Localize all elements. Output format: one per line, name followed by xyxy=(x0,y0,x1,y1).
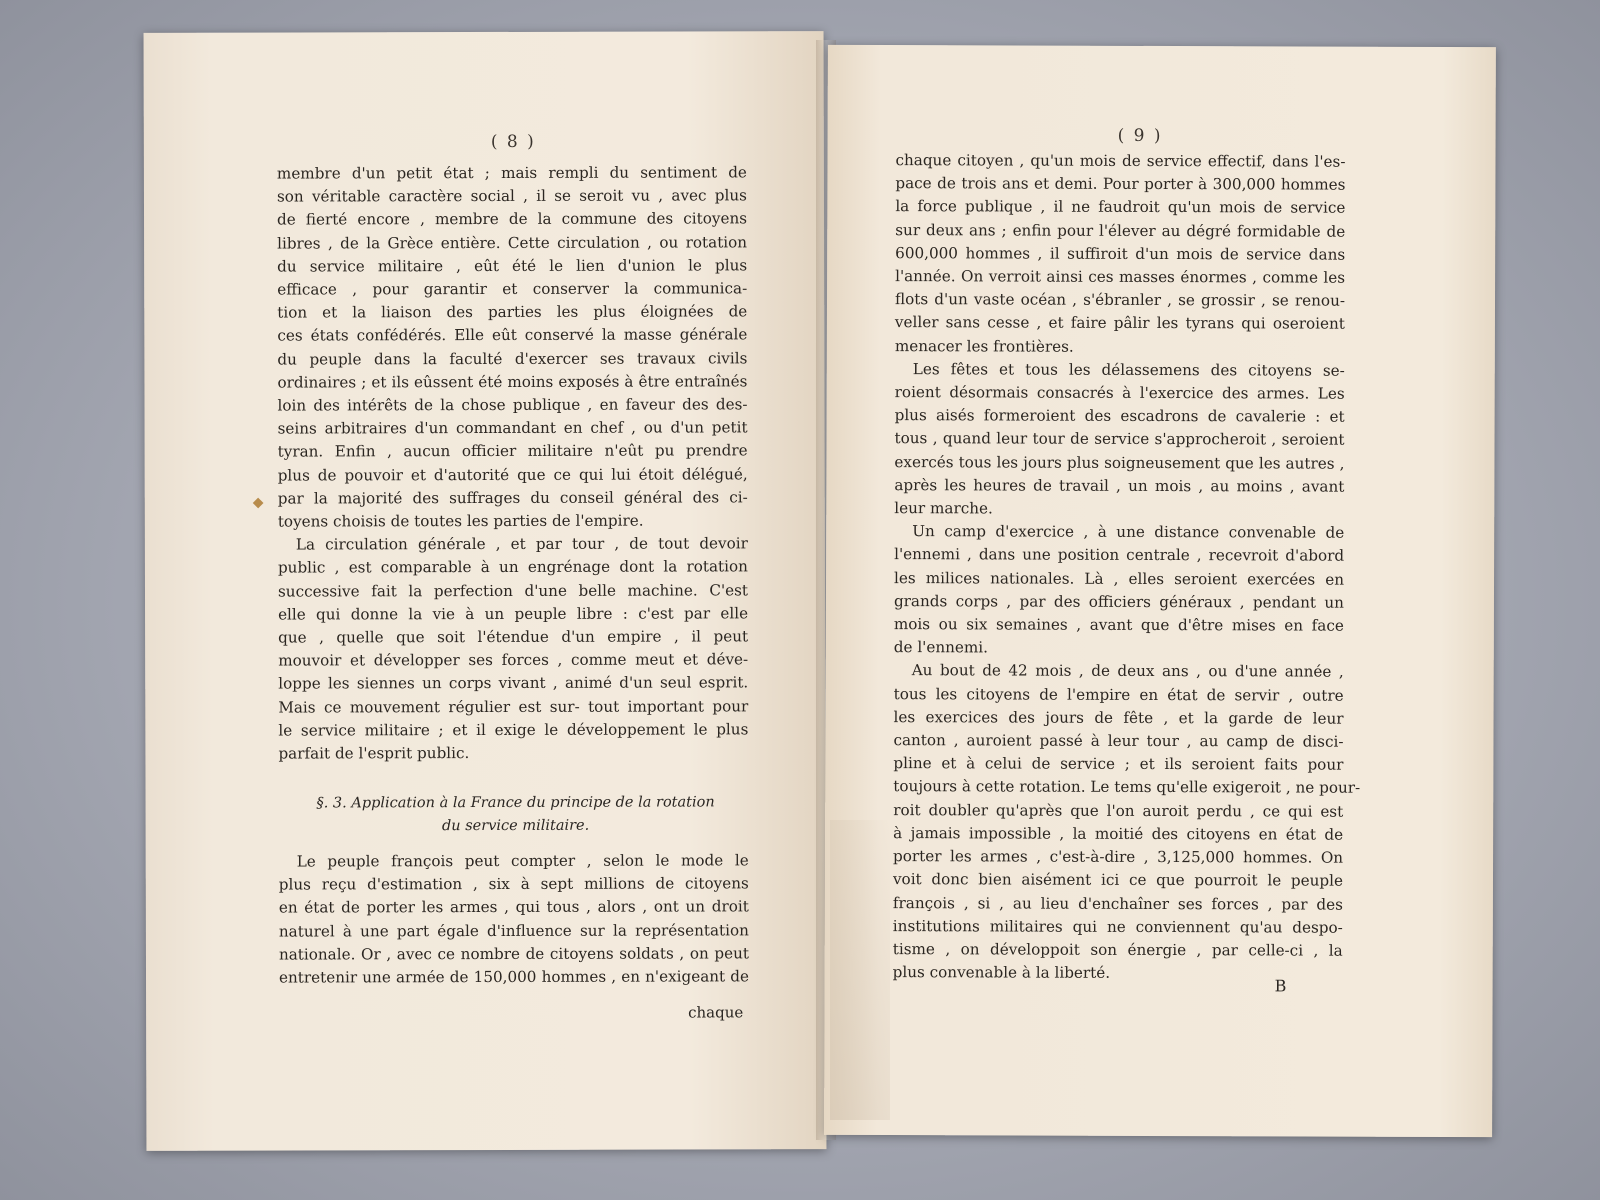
page-number-right: ( 9 ) xyxy=(1117,125,1163,147)
text-line: toujours à cette rotation. Le tems qu'elle exigeroit , ne pour- xyxy=(893,777,1361,798)
text-line: Un camp d'exercice , à une distance convenable de xyxy=(912,522,1345,542)
text-line: pace de trois ans et demi. Pour porter à 300,000 hommes xyxy=(895,174,1346,194)
paragraph xyxy=(277,161,748,533)
text-line: plus de pouvoir et d'autorité que ce qui lui étoit délégué, xyxy=(277,464,748,485)
text-line: roient désormais consacrés à l'exercice des armes. Les xyxy=(894,383,1345,403)
text-line: en état de porter les armes , qui tous , alors , ont un droit xyxy=(278,897,749,917)
margin-stain-mark: ◆ xyxy=(252,494,264,511)
text-line: successive fait la perfection d'une belle machine. C'est xyxy=(277,580,749,601)
text-line: voit donc bien aisément ici ce que pourroit le peuple xyxy=(892,870,1344,890)
text-line: mois ou six semaines , avant que d'être mises en face xyxy=(893,615,1344,635)
text-line: public , est comparable à un engrénage dont la rotation xyxy=(277,557,748,577)
text-line: du peuple dans la faculté d'exercer ses travaux civils xyxy=(277,348,748,369)
text-line: Les fêtes et tous les délassemens des citoyens se- xyxy=(912,359,1345,380)
text-line: loppe les siennes un corps vivant , animé d'un seul esprit. xyxy=(278,673,749,694)
left-page-text-lower xyxy=(279,849,749,989)
text-line: mouvoir et développer ses forces , comme meut et déve- xyxy=(278,650,749,670)
text-line: tous , quand leur tour de service s'approcheroit , seroient xyxy=(894,429,1345,450)
text-line: seins arbitraires d'un commandant en chef , ou d'un petit xyxy=(277,418,748,438)
text-line: chaque citoyen , qu'un mois de service effectif, dans l'es- xyxy=(895,151,1346,171)
text-line: plus convenable à la liberté. xyxy=(892,963,1111,982)
text-line: flots d'un vaste océan , s'ébranler , se grossir , se renou- xyxy=(894,290,1346,310)
text-line: canton , auroient passé à leur tour , au camp de disci- xyxy=(893,731,1344,751)
text-line: à jamais impossible , la moitié des citoyens en état de xyxy=(893,823,1344,844)
text-line: son véritable caractère social , il se seroit vu , avec plus xyxy=(276,186,747,206)
text-line: l'année. On verroit ainsi ces masses énormes , comme les xyxy=(895,267,1346,287)
left-page xyxy=(144,31,827,1151)
text-line: l'ennemi , dans une position centrale , recevroit d'abord xyxy=(894,545,1345,566)
text-line: parfait de l'esprit public. xyxy=(278,744,470,763)
text-line: sur deux ans ; enfin pour l'élever au dégré formidable de xyxy=(895,220,1346,241)
catchword: chaque xyxy=(688,1003,744,1022)
left-page-text xyxy=(277,161,749,766)
signature-mark: B xyxy=(1274,976,1287,996)
text-line: par la majorité des suffrages du conseil général des ci- xyxy=(277,488,748,508)
paragraph xyxy=(892,660,1361,986)
text-line: naturel à une part égale d'influence sur la représentation xyxy=(278,920,749,941)
text-line: pline et à celui de service ; et ils seroient faits pour xyxy=(893,754,1344,774)
text-line: les exercices des jours de fête , et la garde de leur xyxy=(893,707,1344,728)
right-page xyxy=(824,45,1496,1137)
text-line: La circulation générale , et par tour , de tout devoir xyxy=(295,534,748,554)
text-line: plus reçu d'estimation , six à sept millions de citoyens xyxy=(278,874,749,894)
text-line: que , quelle que soit l'étendue d'un empire , il peut xyxy=(278,627,749,647)
paragraph xyxy=(895,149,1346,359)
text-line: ordinaires ; et ils eûssent été moins exposés à être entraînés xyxy=(277,372,748,392)
paragraph xyxy=(894,358,1345,522)
text-line: du service militaire , eût été le lien d'union le plus xyxy=(277,256,748,276)
text-line: de l'ennemi. xyxy=(893,638,989,657)
section-heading-line: du service militaire. xyxy=(441,817,590,835)
text-line: roit doubler qu'après que l'on auroit perdu , ce qui est xyxy=(893,800,1344,821)
text-line: tous les citoyens de l'empire en état de servir , outre xyxy=(893,684,1344,705)
page-number-left: ( 8 ) xyxy=(490,131,536,152)
text-line: les milices nationales. Là , elles seroient exercées en xyxy=(894,568,1345,589)
text-line: 600,000 hommes , il suffiroit d'un mois de service dans xyxy=(895,243,1346,264)
text-line: menacer les frontières. xyxy=(894,336,1074,356)
text-line: Mais ce mouvement régulier est sur- tout important pour xyxy=(278,696,749,717)
text-line: le service militaire ; et il exige le développement le plus xyxy=(278,720,749,740)
text-line: tion et la liaison des parties les plus éloignées de xyxy=(277,302,748,322)
paragraph xyxy=(894,520,1344,661)
text-line: loin des intérêts de la chose publique , en faveur des des- xyxy=(277,395,748,415)
text-line: grands corps , par des officiers généraux , pendant un xyxy=(893,591,1344,612)
text-line: toyens choisis de toutes les parties de l'empire. xyxy=(277,511,644,531)
text-line: entretenir une armée de 150,000 hommes , en n'exigeant de xyxy=(278,967,750,987)
text-line: institutions militaires qui ne conviennent qu'au despo- xyxy=(892,916,1343,937)
text-line: leur marche. xyxy=(894,499,993,518)
text-line: Le peuple françois peut compter , selon le mode le xyxy=(296,851,749,871)
text-line: efficace , pour garantir et conserver la communica- xyxy=(277,279,748,299)
text-line: la force publique , il ne faudroit qu'un mois de service xyxy=(895,197,1346,218)
text-line: exercés tous les jours plus soigneusement que les autres , xyxy=(894,452,1345,473)
text-line: porter les armes , c'est-à-dire , 3,125,000 hommes. On xyxy=(893,847,1344,867)
text-line: elle qui donne la vie à un peuple libre : c'est par elle xyxy=(278,604,749,624)
text-line: nationale. Or , avec ce nombre de citoyens soldats , on peut xyxy=(278,944,749,964)
section-heading-line: §. 3. Application à la France du principe de la rotation xyxy=(316,794,715,812)
text-line: de fierté encore , membre de la commune des citoyens xyxy=(277,209,748,229)
text-line: veller sans cesse , et faire pâlir les tyrans qui oseroient xyxy=(894,313,1345,334)
paragraph xyxy=(278,533,749,766)
text-line: après les heures de travail , un mois , au moins , avant xyxy=(894,475,1345,496)
text-line: Au bout de 42 mois , de deux ans , ou d'une année , xyxy=(911,661,1344,682)
section-heading xyxy=(286,791,746,838)
text-line: françois , si , au lieu d'enchaîner ses forces , par des xyxy=(892,893,1343,914)
text-line: tyran. Enfin , aucun officier militaire n'eût pu prendre xyxy=(277,441,748,461)
paragraph xyxy=(279,849,749,989)
text-line: ces états confédérés. Elle eût conservé la masse générale xyxy=(277,325,748,345)
text-line: membre d'un petit état ; mais rempli du sentiment de xyxy=(276,163,747,183)
text-line: tisme , on développoit son énergie , par celle-ci , la xyxy=(892,939,1343,960)
right-page-text xyxy=(892,149,1361,986)
text-line: libres , de la Grèce entière. Cette circulation , ou rotation xyxy=(277,232,748,253)
torn-page-edge xyxy=(830,820,890,1120)
text-line: plus aisés formeroient des escadrons de cavalerie : et xyxy=(894,406,1345,426)
